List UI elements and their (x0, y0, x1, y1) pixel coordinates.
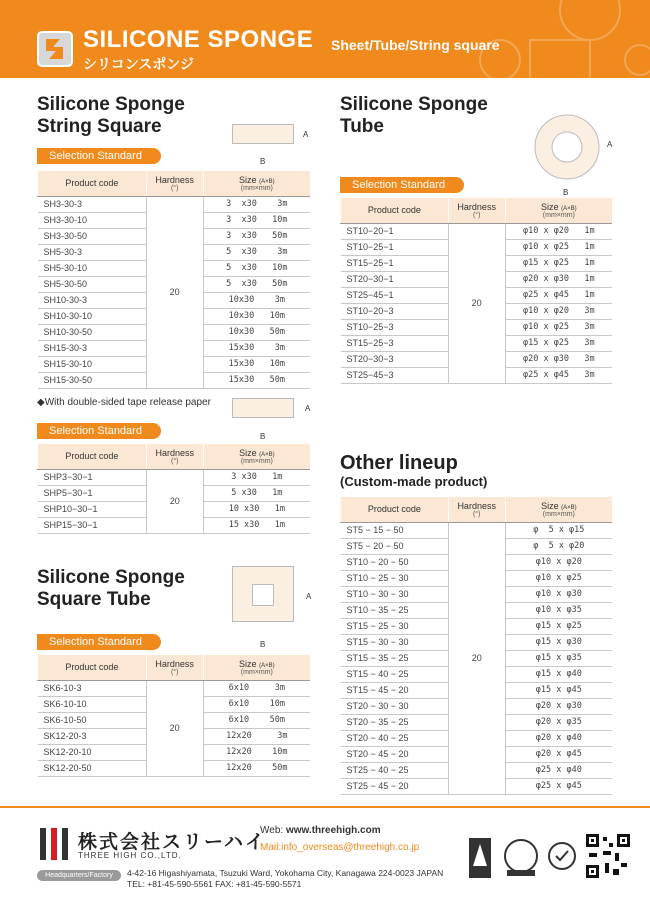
size-cell: 15x30 3m (203, 340, 310, 356)
table-row (38, 469, 311, 485)
dim-b-label: B (260, 157, 266, 166)
size-cell: 5 x30 50m (203, 276, 310, 292)
size-cell: φ20 x φ45 (505, 746, 612, 762)
product-code-cell: ST10−25−1 (341, 239, 449, 255)
product-code-cell: SK12-20-50 (38, 760, 147, 776)
size-cell: φ 5 x φ20 (505, 538, 612, 554)
product-code-cell: SK12-20-3 (38, 728, 147, 744)
other-lineup-table (340, 497, 612, 795)
product-code-cell: SK6-10-10 (38, 696, 147, 712)
page-title: SILICONE SPONGE (83, 26, 314, 53)
dim-a-label: A (607, 140, 613, 149)
size-cell: φ15 x φ45 (505, 682, 612, 698)
dim-a-label: A (303, 130, 309, 139)
size-cell: φ10 x φ30 (505, 586, 612, 602)
tape-diagram (232, 398, 294, 418)
page-subtitle: Sheet/Tube/String square (331, 37, 500, 53)
product-code-cell: SH5-30-50 (38, 276, 147, 292)
size-cell: φ15 x φ25 (505, 618, 612, 634)
size-cell: 5 x30 1m (203, 485, 310, 501)
dim-a-label: A (305, 404, 311, 413)
selection-standard-label: Selection Standard (37, 148, 161, 164)
product-code-cell: ST15−25−3 (341, 335, 449, 351)
col-hardness: Hardness (°) (146, 444, 203, 469)
hq-badge: Headquarters/Factory (37, 870, 121, 881)
product-code-cell: SH15-30-3 (38, 340, 147, 356)
product-code-cell: ST20−30−1 (341, 271, 449, 287)
product-code-cell: ST10−20−3 (341, 303, 449, 319)
col-size: Size (A×B) (mm×mm) (203, 444, 310, 469)
tube-title: Silicone Sponge Tube (340, 94, 488, 137)
col-size: Size (A×B) (mm×mm) (203, 655, 310, 680)
page-title-japanese: シリコンスポンジ (83, 56, 194, 72)
product-code-cell: ST10 − 30 − 30 (341, 586, 449, 602)
size-cell: φ15 x φ25 1m (505, 255, 612, 271)
size-cell: 15x30 10m (203, 356, 310, 372)
size-cell: 15 x30 1m (203, 517, 310, 533)
col-product-code: Product code (341, 198, 449, 223)
size-cell: φ10 x φ20 (505, 554, 612, 570)
product-code-cell: SHP15−30−1 (38, 517, 147, 533)
size-cell: φ25 x φ45 1m (505, 287, 612, 303)
selection-standard-label: Selection Standard (37, 423, 161, 439)
col-product-code: Product code (38, 444, 147, 469)
company-logo-icon (38, 826, 70, 862)
product-code-cell: ST20 − 45 − 20 (341, 746, 449, 762)
string-square-diagram (232, 124, 294, 144)
size-cell: φ20 x φ35 (505, 714, 612, 730)
product-code-cell: SH3-30-3 (38, 196, 147, 212)
size-cell: 6x10 3m (203, 680, 310, 696)
selection-standard-label: Selection Standard (340, 177, 464, 193)
product-code-cell: SH15-30-50 (38, 372, 147, 388)
size-cell: φ20 x φ30 1m (505, 271, 612, 287)
size-cell: 3 x30 1m (203, 469, 310, 485)
product-code-cell: ST10−25−3 (341, 319, 449, 335)
tape-note: ◆With double-sided tape release paper (37, 397, 211, 408)
product-code-cell: SK12-20-10 (38, 744, 147, 760)
dim-b-label: B (260, 640, 266, 649)
col-hardness: Hardness (°) (146, 171, 203, 196)
size-cell: φ20 x φ30 3m (505, 351, 612, 367)
col-size: Size (A×B) (mm×mm) (203, 171, 310, 196)
company-name-en: THREE HIGH CO.,LTD. (78, 851, 182, 860)
col-product-code: Product code (341, 497, 449, 522)
product-code-cell: ST10 − 20 − 50 (341, 554, 449, 570)
product-code-cell: ST25 − 40 − 25 (341, 762, 449, 778)
product-code-cell: ST15 − 30 − 30 (341, 634, 449, 650)
size-cell: φ 5 x φ15 (505, 522, 612, 538)
product-code-cell: SH15-30-10 (38, 356, 147, 372)
table-row (38, 680, 311, 696)
product-code-cell: ST15−25−1 (341, 255, 449, 271)
web-link[interactable]: www.threehigh.com (285, 825, 381, 836)
selection-standard-label: Selection Standard (37, 634, 161, 650)
string-square-title: Silicone Sponge String Square (37, 94, 185, 137)
product-code-cell: ST15 − 45 − 20 (341, 682, 449, 698)
product-code-cell: SH10-30-3 (38, 292, 147, 308)
size-cell: 5 x30 10m (203, 260, 310, 276)
footer-divider (0, 806, 650, 808)
size-cell: φ20 x φ30 (505, 698, 612, 714)
web-address: Web: www.threehigh.com (260, 825, 381, 836)
product-code-cell: SHP3−30−1 (38, 469, 147, 485)
product-code-cell: SK6-10-3 (38, 680, 147, 696)
col-size: Size (A×B) (mm×mm) (505, 198, 612, 223)
product-code-cell: SH3-30-50 (38, 228, 147, 244)
col-size: Size (A×B) (mm×mm) (505, 497, 612, 522)
size-cell: φ15 x φ40 (505, 666, 612, 682)
dim-b-label: B (260, 432, 266, 441)
dim-a-label: A (306, 592, 312, 601)
size-cell: φ15 x φ35 (505, 650, 612, 666)
size-cell: φ10 x φ20 3m (505, 303, 612, 319)
qr-code-icon[interactable] (585, 833, 631, 879)
product-code-cell: ST20 − 40 − 25 (341, 730, 449, 746)
size-cell: 10x30 50m (203, 324, 310, 340)
hardness-cell: 20 (146, 196, 203, 388)
product-code-cell: SH10-30-10 (38, 308, 147, 324)
hardness-cell: 20 (146, 469, 203, 533)
size-cell: φ10 x φ25 1m (505, 239, 612, 255)
size-cell: 3 x30 50m (203, 228, 310, 244)
table-row (38, 196, 311, 212)
hardness-cell: 20 (448, 223, 505, 383)
size-cell: φ25 x φ45 (505, 778, 612, 794)
size-cell: 6x10 10m (203, 696, 310, 712)
product-code-cell: SH3-30-10 (38, 212, 147, 228)
certification-marks-icon (467, 832, 579, 888)
col-hardness: Hardness (°) (448, 497, 505, 522)
logo-icon (37, 31, 73, 67)
size-cell: φ10 x φ35 (505, 602, 612, 618)
col-hardness: Hardness (°) (146, 655, 203, 680)
tube-table (340, 198, 612, 384)
product-code-cell: SHP10−30−1 (38, 501, 147, 517)
product-code-cell: SHP5−30−1 (38, 485, 147, 501)
table-row (341, 522, 613, 538)
size-cell: φ20 x φ40 (505, 730, 612, 746)
square-tube-table (37, 655, 310, 777)
size-cell: 12x20 50m (203, 760, 310, 776)
product-code-cell: ST15 − 35 − 25 (341, 650, 449, 666)
size-cell: 10x30 3m (203, 292, 310, 308)
dim-b-label: B (563, 188, 569, 197)
product-code-cell: SK6-10-50 (38, 712, 147, 728)
product-code-cell: ST25 − 45 − 20 (341, 778, 449, 794)
product-code-cell: SH5-30-10 (38, 260, 147, 276)
product-code-cell: ST25−45−1 (341, 287, 449, 303)
header-banner (0, 0, 650, 78)
product-code-cell: ST5 − 20 − 50 (341, 538, 449, 554)
size-cell: 12x20 3m (203, 728, 310, 744)
size-cell: φ25 x φ45 3m (505, 367, 612, 383)
size-cell: 6x10 50m (203, 712, 310, 728)
address: 4-42-16 Higashiyamata, Tsuzuki Ward, Yokohama City, Kanagawa 224-0023 JAPAN TEL: +81-45-590-5561 FAX: +81-45-590-5571 (127, 868, 444, 889)
other-lineup-title: Other lineup (Custom-made product) (340, 452, 488, 489)
col-product-code: Product code (38, 171, 147, 196)
hardness-cell: 20 (448, 522, 505, 794)
product-code-cell: ST20−30−3 (341, 351, 449, 367)
product-code-cell: ST10 − 25 − 30 (341, 570, 449, 586)
size-cell: 10 x30 1m (203, 501, 310, 517)
size-cell: 10x30 10m (203, 308, 310, 324)
tube-diagram (533, 113, 603, 183)
product-code-cell: SH5-30-3 (38, 244, 147, 260)
size-cell: φ15 x φ25 3m (505, 335, 612, 351)
size-cell: 12x20 10m (203, 744, 310, 760)
size-cell: φ15 x φ30 (505, 634, 612, 650)
product-code-cell: ST5 − 15 − 50 (341, 522, 449, 538)
product-code-cell: ST20 − 35 − 25 (341, 714, 449, 730)
size-cell: 15x30 50m (203, 372, 310, 388)
square-tube-diagram (232, 566, 294, 622)
string-square-table (37, 171, 310, 389)
size-cell: φ10 x φ20 1m (505, 223, 612, 239)
company-name: 株式会社スリーハイ (78, 832, 267, 853)
hardness-cell: 20 (146, 680, 203, 776)
product-code-cell: ST15 − 25 − 30 (341, 618, 449, 634)
product-code-cell: ST10 − 35 − 25 (341, 602, 449, 618)
size-cell: 3 x30 3m (203, 196, 310, 212)
col-hardness: Hardness (°) (448, 198, 505, 223)
square-tube-title: Silicone Sponge Square Tube (37, 567, 185, 610)
mail-address[interactable]: Mail:info_overseas@threehigh.co.jp (260, 842, 420, 853)
size-cell: 3 x30 10m (203, 212, 310, 228)
product-code-cell: ST15 − 40 − 25 (341, 666, 449, 682)
col-product-code: Product code (38, 655, 147, 680)
product-code-cell: ST20 − 30 − 30 (341, 698, 449, 714)
tape-table (37, 444, 310, 534)
product-code-cell: ST10−20−1 (341, 223, 449, 239)
size-cell: φ25 x φ40 (505, 762, 612, 778)
product-code-cell: SH10-30-50 (38, 324, 147, 340)
table-row (341, 223, 613, 239)
size-cell: φ10 x φ25 (505, 570, 612, 586)
product-code-cell: ST25−45−3 (341, 367, 449, 383)
size-cell: φ10 x φ25 3m (505, 319, 612, 335)
size-cell: 5 x30 3m (203, 244, 310, 260)
